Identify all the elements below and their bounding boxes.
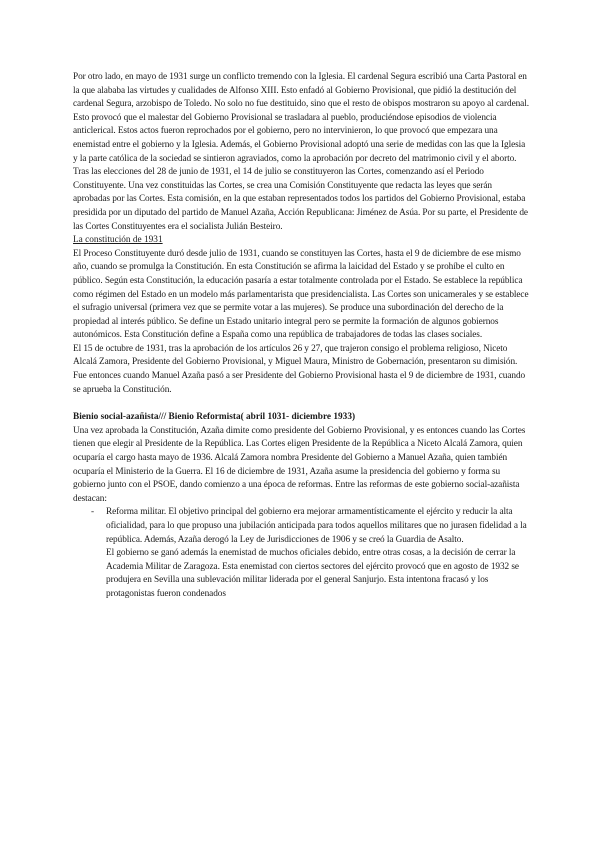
paragraph-proceso-constituyente: El Proceso Constituyente duró desde julio de 1931, cuando se constituyen las Cortes, hasta el 9 de diciembre de ese mismo año, cuando se promulga la Constitución. En esta Constitución se afirma la laicidad del Estado y se prohíbe el culto en público. Según esta Constitución, la educación pasaría a estar totalmente controlada por el Estado. Se establece la república como régimen del Estado en un modelo más parlamentarista que presidencialista. Las Cortes son unicamerales y se establece el sufragio universal (primera vez que se permite votar a las mujeres). Se produce una subordinación del derecho de la propiedad al interés público. Se define un Estado unitario integral pero se permite la formación de algunos gobiernos autonómicos. Esta Constitución define a España como una república de trabajadores de todas las clases sociales. <box>73 248 529 341</box>
list-item-paragraph: El gobierno se ganó además la enemistad de muchos oficiales debido, entre otras cosas, a la decisión de cerrar la Academia Militar de Zaragoza. Esta enemistad con ciertos sectores del ejército provocó que en agosto de 1932 se produjera en Sevilla una sublevación militar liderada por el general Sanjurjo. Esta intentona fracasó y los protagonistas fueron condenados <box>106 548 519 599</box>
paragraph-dimision: El 15 de octubre de 1931, tras la aprobación de los artículos 26 y 27, que trajeron consigo el problema religioso, Niceto Alcalá Zamora, Presidente del Gobierno Provisional, y Miguel Maura, Ministro de Gobernación, presentaron su dimisión. <box>73 343 518 368</box>
list-item-paragraph: Reforma militar. El objetivo principal del gobierno era mejorar armamentísticamente el ejército y reducir la alta oficialidad, para lo que propuso una jubilación anticipada para todos aquellos militares que no jurasen fidelidad a la república. Además, Azaña derogó la Ley de Jurisdicciones de 1906 y se creó la Guardia de Asalto. <box>106 507 527 545</box>
reforms-list <box>73 506 530 601</box>
list-bullet: - <box>91 507 95 518</box>
paragraph-azana-presidente: Fue entonces cuando Manuel Azaña pasó a ser Presidente del Gobierno Provisional hasta el 9 de diciembre de 1931, cuando se aprueba la Constitución. <box>73 371 526 395</box>
list-item-reforma-militar <box>73 506 530 601</box>
section-heading-constitucion: La constitución de 1931 <box>73 235 163 246</box>
section-heading-bienio: Bienio social-azañista/// Bienio Reformista( abril 1031- diciembre 1933) <box>73 412 356 423</box>
paragraph-iglesia-conflict: Por otro lado, en mayo de 1931 surge un conflicto tremendo con la Iglesia. El cardenal Segura escribió una Carta Pastoral en la que alababa las virtudes y cualidades de Alfonso XIII. Esto enfadó al Gobierno Provisional, que pidió la destitución del cardenal Segura, arzobispo de Toledo. No solo no fue destituido, sino que el resto de obispos mostraron su apoyo al cardenal. Esto provocó que el malestar del Gobierno Provisional se trasladara al pueblo, produciéndose episodios de violencia anticlerical. Estos actos fueron reprochados por el gobierno, pero no intervinieron, lo que provocó que empezara una enemistad entre el gobierno y la Iglesia. Además, el Gobierno Provisional adoptó una serie de medidas con las que la Iglesia y la parte católica de la sociedad se sintieron agraviados, como la aprobación por decreto del matrimonio civil y el aborto. <box>73 72 529 164</box>
paragraph-bienio-intro: Una vez aprobada la Constitución, Azaña dimite como presidente del Gobierno Provisional, y es entonces cuando las Cortes tienen que elegir al Presidente de la República. Las Cortes eligen Presidente de la República a Niceto Alcalá Zamora, quien ocuparía el cargo hasta mayo de 1936. Alcalá Zamora nombra Presidente del Gobierno a Manuel Azaña, quien también ocuparía el Ministerio de la Guerra. El 16 de diciembre de 1931, Azaña asume la presidencia del gobierno y forma su gobierno junto con el PSOE, dando comienzo a una época de reformas. Entre las reformas de este gobierno social-azañista destacan: <box>73 425 526 504</box>
paragraph-cortes-constituyentes: Tras las elecciones del 28 de junio de 1931, el 14 de julio se constituyeron las Cortes, comenzando así el Periodo Constituyente. Una vez constituidas las Cortes, se crea una Comisión Constituyente que redacta las leyes que serán aprobadas por las Cortes. Esta comisión, en la que estaban representados todos los partidos del Gobierno Provisional, estaba presidida por un diputado del partido de Manuel Azaña, Acción Republicana: Jiménez de Asúa. Por su parte, el Presidente de las Cortes Constituyentes era el socialista Julián Besteiro. <box>73 167 528 232</box>
document-body <box>73 71 530 602</box>
